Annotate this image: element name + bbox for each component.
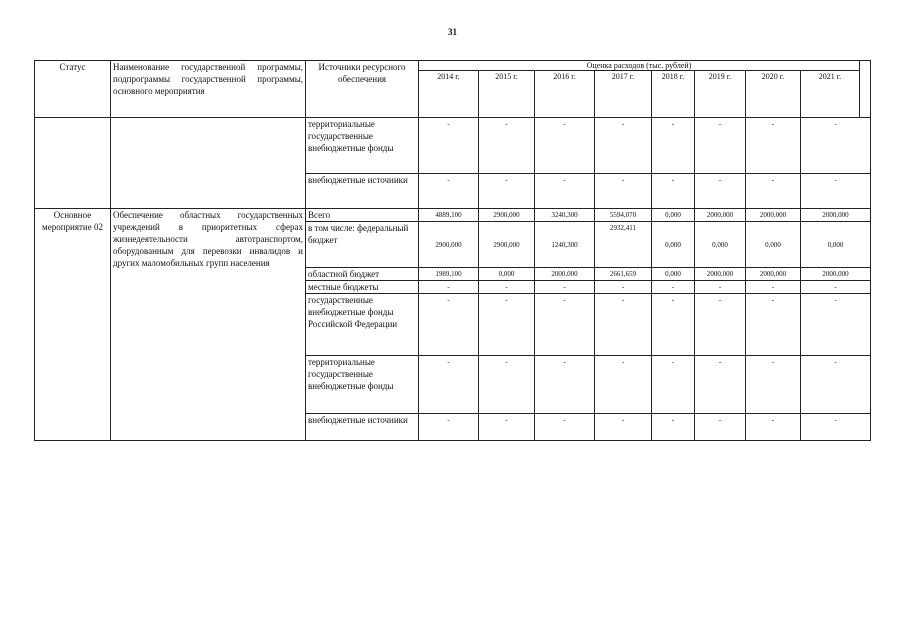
source-label: внебюджетные источники bbox=[306, 414, 419, 441]
value-cell: - bbox=[595, 414, 652, 441]
year-header: 2018 г. bbox=[652, 71, 695, 118]
value-cell: - bbox=[479, 174, 535, 209]
header-name: Наименование государственной программы, подпрограммы государственной программы, основного мероприятия bbox=[111, 61, 306, 118]
year-header: 2021 г. bbox=[801, 71, 860, 118]
value-cell: 3240,300 bbox=[535, 209, 595, 222]
value-cell: - bbox=[801, 118, 871, 174]
value-cell: 2000,000 bbox=[695, 209, 746, 222]
name-cell-empty bbox=[111, 118, 306, 209]
value-cell: 2000,000 bbox=[746, 268, 801, 281]
value-cell: - bbox=[535, 414, 595, 441]
source-label: в том числе: федеральный бюджет bbox=[306, 222, 419, 268]
value-cell: 4889,100 bbox=[419, 209, 479, 222]
value-cell: 2900,000 bbox=[419, 222, 479, 268]
header-expenses-group: Оценка расходов (тыс. рублей) bbox=[419, 61, 860, 71]
budget-table bbox=[34, 60, 871, 441]
value-cell: - bbox=[419, 174, 479, 209]
value-cell: - bbox=[695, 118, 746, 174]
header-blank-col bbox=[860, 61, 871, 118]
year-header: 2020 г. bbox=[746, 71, 801, 118]
value-cell: 5594,070 bbox=[595, 209, 652, 222]
value-cell: - bbox=[801, 294, 871, 356]
value-cell: - bbox=[746, 118, 801, 174]
value-cell: - bbox=[695, 356, 746, 414]
value-cell: - bbox=[695, 294, 746, 356]
year-header: 2017 г. bbox=[595, 71, 652, 118]
source-label: территориальные государственные внебюджетные фонды bbox=[306, 118, 419, 174]
value-cell: 0,000 bbox=[479, 268, 535, 281]
value-cell: - bbox=[419, 294, 479, 356]
value-cell: - bbox=[535, 294, 595, 356]
value-cell: - bbox=[652, 118, 695, 174]
value-cell: - bbox=[652, 281, 695, 294]
value-cell: - bbox=[479, 356, 535, 414]
value-cell: 2900,000 bbox=[479, 209, 535, 222]
value-cell: - bbox=[595, 174, 652, 209]
value-cell: - bbox=[419, 356, 479, 414]
value-cell: 2000,000 bbox=[801, 268, 871, 281]
value-cell: - bbox=[801, 281, 871, 294]
value-cell: - bbox=[595, 356, 652, 414]
page-number: 31 bbox=[448, 27, 457, 37]
value-cell: - bbox=[535, 356, 595, 414]
value-cell: - bbox=[652, 174, 695, 209]
value-cell: - bbox=[595, 294, 652, 356]
value-cell: - bbox=[479, 414, 535, 441]
value-cell: - bbox=[595, 118, 652, 174]
value-cell: - bbox=[746, 414, 801, 441]
value-cell: - bbox=[746, 356, 801, 414]
value-cell: 2900,000 bbox=[479, 222, 535, 268]
source-label: территориальные государственные внебюджетные фонды bbox=[306, 356, 419, 414]
value-cell: - bbox=[479, 281, 535, 294]
value-cell: - bbox=[695, 414, 746, 441]
value-cell: 0,000 bbox=[652, 222, 695, 268]
value-cell: - bbox=[595, 281, 652, 294]
value-cell: - bbox=[652, 294, 695, 356]
value-cell: 2661,659 bbox=[595, 268, 652, 281]
source-label: областной бюджет bbox=[306, 268, 419, 281]
value-cell: - bbox=[746, 294, 801, 356]
value-cell: - bbox=[695, 281, 746, 294]
value-cell: - bbox=[695, 174, 746, 209]
value-cell: 0,000 bbox=[652, 209, 695, 222]
value-cell: - bbox=[746, 281, 801, 294]
value-cell: - bbox=[419, 281, 479, 294]
value-cell: 2000,000 bbox=[746, 209, 801, 222]
value-cell: 0,000 bbox=[746, 222, 801, 268]
value-cell: - bbox=[535, 281, 595, 294]
value-cell: 0,000 bbox=[695, 222, 746, 268]
year-header: 2014 г. bbox=[419, 71, 479, 118]
value-cell: - bbox=[801, 356, 871, 414]
value-cell: 0,000 bbox=[652, 268, 695, 281]
value-cell: - bbox=[535, 174, 595, 209]
value-cell: - bbox=[801, 174, 871, 209]
status-cell-empty bbox=[35, 118, 111, 209]
value-cell: - bbox=[535, 118, 595, 174]
value-cell: 2000,000 bbox=[695, 268, 746, 281]
source-label: внебюджетные источники bbox=[306, 174, 419, 209]
value-cell: - bbox=[419, 414, 479, 441]
value-cell: - bbox=[801, 414, 871, 441]
value-cell: - bbox=[746, 174, 801, 209]
value-cell: - bbox=[479, 294, 535, 356]
year-header: 2019 г. bbox=[695, 71, 746, 118]
year-header: 2016 г. bbox=[535, 71, 595, 118]
source-label: Всего bbox=[306, 209, 419, 222]
value-cell: - bbox=[652, 414, 695, 441]
year-header: 2015 г. bbox=[479, 71, 535, 118]
value-cell: 2932,411 bbox=[595, 222, 652, 268]
header-source: Источники ресурсного обеспечения bbox=[306, 61, 419, 118]
value-cell: - bbox=[479, 118, 535, 174]
source-label: местные бюджеты bbox=[306, 281, 419, 294]
value-cell: - bbox=[652, 356, 695, 414]
value-cell: 0,000 bbox=[801, 222, 871, 268]
value-cell: 2000,000 bbox=[535, 268, 595, 281]
value-cell: 1240,300 bbox=[535, 222, 595, 268]
value-cell: - bbox=[419, 118, 479, 174]
source-label: государственные внебюджетные фонды Российской Федерации bbox=[306, 294, 419, 356]
value-cell: 2000,000 bbox=[801, 209, 871, 222]
header-status: Статус bbox=[35, 61, 111, 118]
status-cell: Основное мероприятие 02 bbox=[35, 209, 111, 441]
value-cell: 1989,100 bbox=[419, 268, 479, 281]
measure-name: Обеспечение областных государственных учреждений в приоритетных сферах жизнедеятельности автотранспортом, оборудованным для перевозки инвалидов и других маломобильных групп населения bbox=[111, 209, 306, 441]
